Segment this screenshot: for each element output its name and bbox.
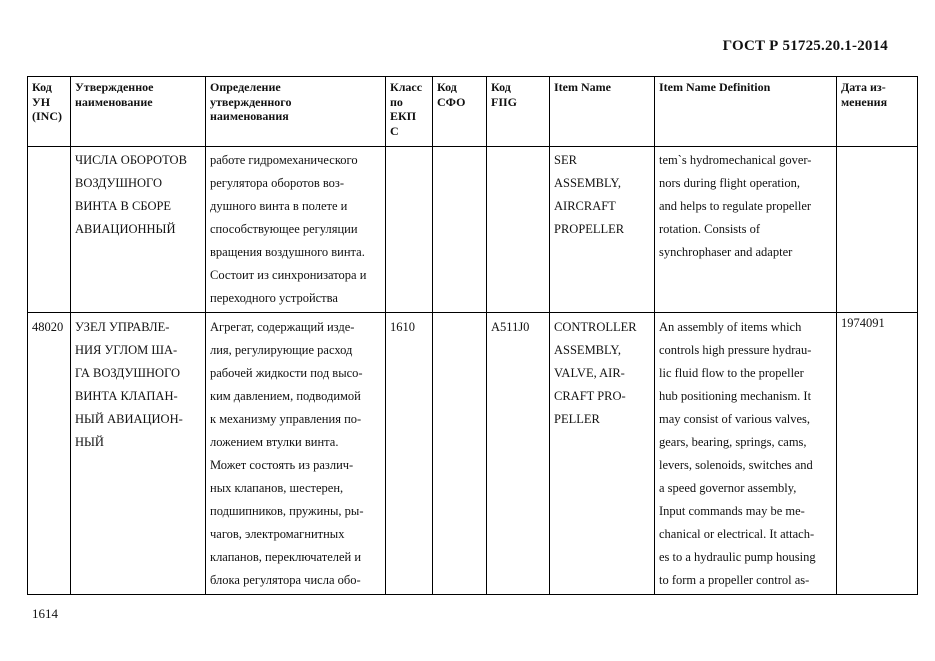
header-code xyxy=(28,77,71,147)
text-line: С xyxy=(390,123,399,138)
text-line: ВИНТА В СБОРЕ xyxy=(75,199,172,213)
text-line: and helps to regulate propeller xyxy=(659,199,812,213)
text-line: rotation. Consists of xyxy=(659,222,761,236)
text-line: PROPELLER xyxy=(554,222,625,236)
text-line: Код xyxy=(491,80,511,94)
text-line: gears, bearing, springs, cams, xyxy=(659,435,807,449)
text-line: переходного устройства xyxy=(210,291,338,305)
header-definition xyxy=(206,77,386,147)
text-line: подшипников, пружины, ры- xyxy=(210,504,364,518)
text-line: Дата из- xyxy=(841,80,886,94)
cell-class: 1610 xyxy=(386,313,433,595)
text-line: ГА ВОЗДУШНОГО xyxy=(75,366,181,380)
cell-item-definition xyxy=(655,313,837,595)
text-line: Item Name Definition xyxy=(659,80,771,94)
text-line: es to a hydraulic pump housing xyxy=(659,550,816,564)
text-line: клапанов, переключателей и xyxy=(210,550,362,564)
text-line: способствующее регуляции xyxy=(210,222,358,236)
text-line: to form a propeller control as- xyxy=(659,573,810,587)
text-line: SER xyxy=(554,153,577,167)
cell-approved-name xyxy=(71,313,206,595)
cell-item-definition xyxy=(655,147,837,313)
text-line: Item Name xyxy=(554,80,611,94)
text-line: Код xyxy=(32,80,52,94)
text-line: Состоит из синхронизатора и xyxy=(210,268,367,282)
cell-item-name xyxy=(550,147,655,313)
text-line: Определение xyxy=(210,80,281,94)
table-header-row xyxy=(28,77,918,147)
text-line: ЧИСЛА ОБОРОТОВ xyxy=(75,153,187,167)
cell-class xyxy=(386,147,433,313)
table-row xyxy=(28,313,918,595)
header-item-definition xyxy=(655,77,837,147)
text-line: ASSEMBLY, xyxy=(554,176,621,190)
table-row xyxy=(28,147,918,313)
text-line: работе гидромеханического xyxy=(210,153,358,167)
text-line: chanical or electrical. It attach- xyxy=(659,527,815,541)
text-line: AIRCRAFT xyxy=(554,199,616,213)
text-line: lic fluid flow to the propeller xyxy=(659,366,804,380)
header-class xyxy=(386,77,433,147)
text-line: ложением втулки винта. xyxy=(210,435,339,449)
text-line: к механизму управления по- xyxy=(210,412,362,426)
text-line: УН xyxy=(32,94,51,109)
text-line: НИЯ УГЛОМ ША- xyxy=(75,343,178,357)
text-line: вращения воздушного винта. xyxy=(210,245,365,259)
header-fiig xyxy=(487,77,550,147)
text-line: PELLER xyxy=(554,412,600,426)
cell-item-name xyxy=(550,313,655,595)
text-line: ВИНТА КЛАПАН- xyxy=(75,389,178,403)
catalog-table xyxy=(27,76,918,595)
text-line: Код xyxy=(437,80,457,94)
text-line: по xyxy=(390,94,403,109)
cell-definition xyxy=(206,313,386,595)
cell-code xyxy=(28,147,71,313)
text-line: менения xyxy=(841,94,888,109)
text-line: наименования xyxy=(210,109,289,123)
cell-sfo xyxy=(433,313,487,595)
cell-sfo xyxy=(433,147,487,313)
cell-approved-name xyxy=(71,147,206,313)
text-line: CRAFT PRO- xyxy=(554,389,626,403)
text-line: Агрегат, содержащий изде- xyxy=(210,320,355,334)
text-line: регулятора оборотов воз- xyxy=(210,176,345,190)
cell-fiig xyxy=(487,147,550,313)
text-line: НЫЙ АВИАЦИОН- xyxy=(75,412,183,426)
text-line: лия, регулирующие расход xyxy=(210,343,353,357)
text-line: a speed governor assembly, xyxy=(659,481,797,495)
text-line: Input commands may be me- xyxy=(659,504,805,518)
text-line: Может состоять из различ- xyxy=(210,458,354,472)
text-line: FIIG xyxy=(491,94,518,109)
text-line: Класс xyxy=(390,80,423,94)
text-line: synchrophaser and adapter xyxy=(659,245,793,259)
text-line: VALVE, AIR- xyxy=(554,366,625,380)
text-line: СФО xyxy=(437,94,466,109)
text-line: may consist of various valves, xyxy=(659,412,811,426)
header-approved-name xyxy=(71,77,206,147)
cell-change-date: 1974091 xyxy=(837,313,918,595)
text-line: ВОЗДУШНОГО xyxy=(75,176,162,190)
text-line: блока регулятора числа обо- xyxy=(210,573,361,587)
text-line: ЕКП xyxy=(390,109,417,123)
text-line: tem`s hydromechanical gover- xyxy=(659,153,812,167)
cell-code: 48020 xyxy=(28,313,71,595)
header-sfo xyxy=(433,77,487,147)
text-line: nors during flight operation, xyxy=(659,176,800,190)
text-line: рабочей жидкости под высо- xyxy=(210,366,363,380)
text-line: Утвержденное xyxy=(75,80,154,94)
text-line: АВИАЦИОННЫЙ xyxy=(75,222,176,236)
cell-change-date xyxy=(837,147,918,313)
text-line: утвержденного xyxy=(210,94,292,109)
document-standard-number: ГОСТ Р 51725.20.1-2014 xyxy=(722,38,888,54)
text-line: (INC) xyxy=(32,109,62,123)
text-line: душного винта в полете и xyxy=(210,199,348,213)
text-line: levers, solenoids, switches and xyxy=(659,458,813,472)
header-item-name xyxy=(550,77,655,147)
text-line: УЗЕЛ УПРАВЛЕ- xyxy=(75,320,170,334)
text-line: hub positioning mechanism. It xyxy=(659,389,812,403)
page-number: 1614 xyxy=(32,606,58,621)
text-line: ных клапанов, шестерен, xyxy=(210,481,344,495)
text-line: НЫЙ xyxy=(75,435,104,449)
text-line: чагов, электромагнитных xyxy=(210,527,345,541)
text-line: наименование xyxy=(75,94,153,109)
cell-fiig: A511J0 xyxy=(487,313,550,595)
header-change-date xyxy=(837,77,918,147)
text-line: controls high pressure hydrau- xyxy=(659,343,812,357)
text-line: An assembly of items which xyxy=(659,320,802,334)
text-line: ким давлением, подводимой xyxy=(210,389,361,403)
text-line: CONTROLLER xyxy=(554,320,637,334)
cell-definition xyxy=(206,147,386,313)
text-line: ASSEMBLY, xyxy=(554,343,621,357)
